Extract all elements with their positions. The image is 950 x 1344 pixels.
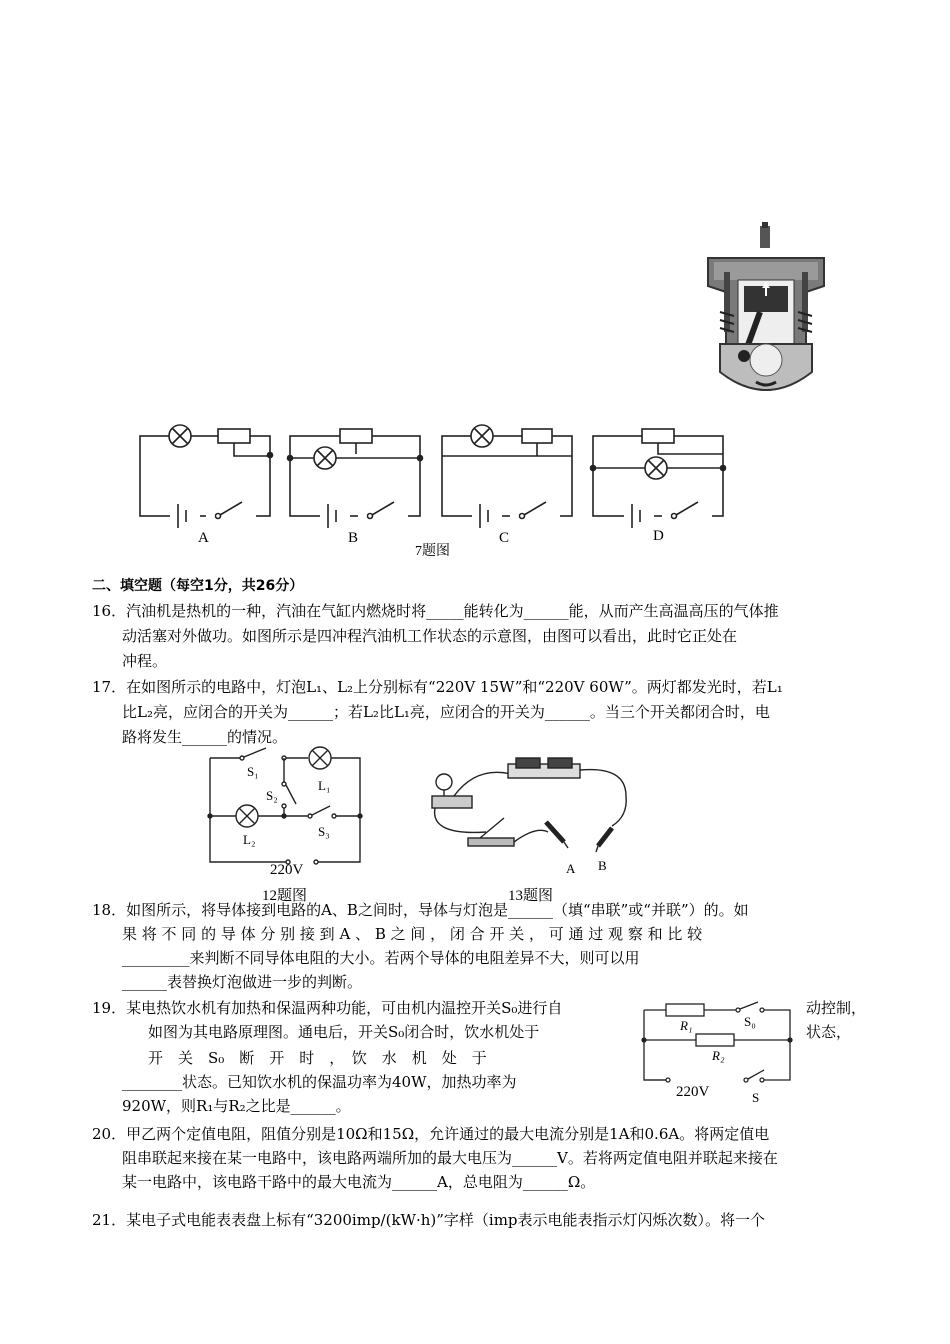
q19-line4: ________状态。已知饮水机的保温功率为40W，加热功率为	[122, 1073, 517, 1091]
circuit-d	[591, 429, 726, 530]
section-heading: 二、填空题（每空1分，共26分）	[92, 578, 304, 594]
q18-line1: 18．如图所示，将导体接到电路的A、B之间时，导体与灯泡是______（填“串联”或“并联”）的。如	[92, 901, 749, 919]
q20-line3: 某一电路中，该电路干路中的最大电流为______A，总电阻为______Ω。	[122, 1173, 596, 1191]
fig19-r1-label: R₁	[680, 1018, 693, 1033]
fig19-s0-label: S₀	[744, 1014, 756, 1029]
q17-line2: 比L₂亮，应闭合的开关为______；若L₂比L₁亮，应闭合的开关为______。当三个开关都闭合时，电	[122, 703, 770, 721]
q19-line3: 开 关 S₀ 断 开 时 ， 饮 水 机 处 于	[148, 1049, 487, 1067]
fig13-caption: 13题图	[508, 888, 554, 904]
q21-line1: 21．某电子式电能表表盘上标有“3200imp/(kW·h)”字样（imp表示电能表指示灯闪烁次数）。将一个	[92, 1211, 766, 1229]
q19-line5: 920W，则R₁与R₂之比是______。	[122, 1097, 351, 1115]
fig19-s-label: S	[752, 1090, 760, 1105]
q7-caption: 7题图	[415, 544, 450, 559]
fig12-s2-label: S₂	[266, 788, 278, 803]
q19-line1a: 19．某电热饮水机有加热和保温两种功能，可由机内温控开关S₀进行自	[92, 999, 563, 1017]
fig12-s1-label: S₁	[247, 764, 259, 779]
fig13-a-label: A	[566, 861, 576, 876]
q20-line2: 阻串联起来接在某一电路中，该电路两端所加的最大电压为______V。若将两定值电阻并联起来接在	[122, 1149, 778, 1167]
q18-line3: _________来判断不同导体电阻的大小。若两个导体的电阻差异不大，则可以用	[122, 949, 640, 967]
circuit-a	[140, 425, 273, 530]
q19-line2a: 如图为其电路原理图。通电后，开关S₀闭合时，饮水机处于	[148, 1023, 540, 1041]
q16-line3: 冲程。	[122, 652, 168, 670]
fig12-s3-label: S₃	[318, 824, 330, 839]
q19-line2b: 状态，	[806, 1023, 852, 1041]
q20-line1: 20．甲乙两个定值电阻，阻值分别是10Ω和15Ω，允许通过的最大电流分别是1A和0.6A。将两定值电	[92, 1125, 770, 1143]
engine-diagram	[700, 222, 832, 408]
q16-line1: 16．汽油机是热机的一种，汽油在气缸内燃烧时将_____能转化为______能，从而产生高温高压的气体推	[92, 602, 779, 620]
q17-line1: 17．在如图所示的电路中，灯泡L₁、L₂上分别标有“220V 15W”和“220V 60W”。两灯都发光时，若L₁	[92, 678, 783, 696]
q19-line1b: 动控制，	[806, 999, 867, 1017]
fig12-caption: 12题图	[262, 888, 308, 904]
q7-option-a: A	[198, 530, 209, 546]
q7-option-b: B	[348, 530, 359, 546]
q7-circuits	[130, 424, 730, 554]
circuit-c	[442, 425, 572, 530]
q18-line4: ______表替换灯泡做进一步的判断。	[122, 973, 363, 991]
fig13-apparatus	[416, 756, 646, 866]
fig19-r2-label: R₂	[712, 1048, 725, 1063]
fig12-l2-label: L₂	[243, 832, 256, 847]
fig19-voltage: 220V	[676, 1084, 710, 1100]
q18-line2: 果 将 不 同 的 导 体 分 别 接 到 A 、 B 之 间 ， 闭 合 开 关 ， 可 通 过 观 察 和 比 较	[122, 925, 703, 943]
fig12-voltage: 220V	[270, 862, 304, 878]
q17-line3: 路将发生______的情况。	[122, 728, 288, 746]
fig12-l1-label: L₁	[318, 778, 331, 793]
fig19-circuit	[636, 996, 796, 1092]
circuit-b	[288, 429, 423, 530]
q16-line2: 动活塞对外做功。如图所示是四冲程汽油机工作状态的示意图，由图可以看出，此时它正处在	[122, 627, 738, 645]
fig13-b-label: B	[598, 858, 607, 873]
q7-option-d: D	[653, 528, 664, 544]
q7-option-c: C	[499, 530, 510, 546]
